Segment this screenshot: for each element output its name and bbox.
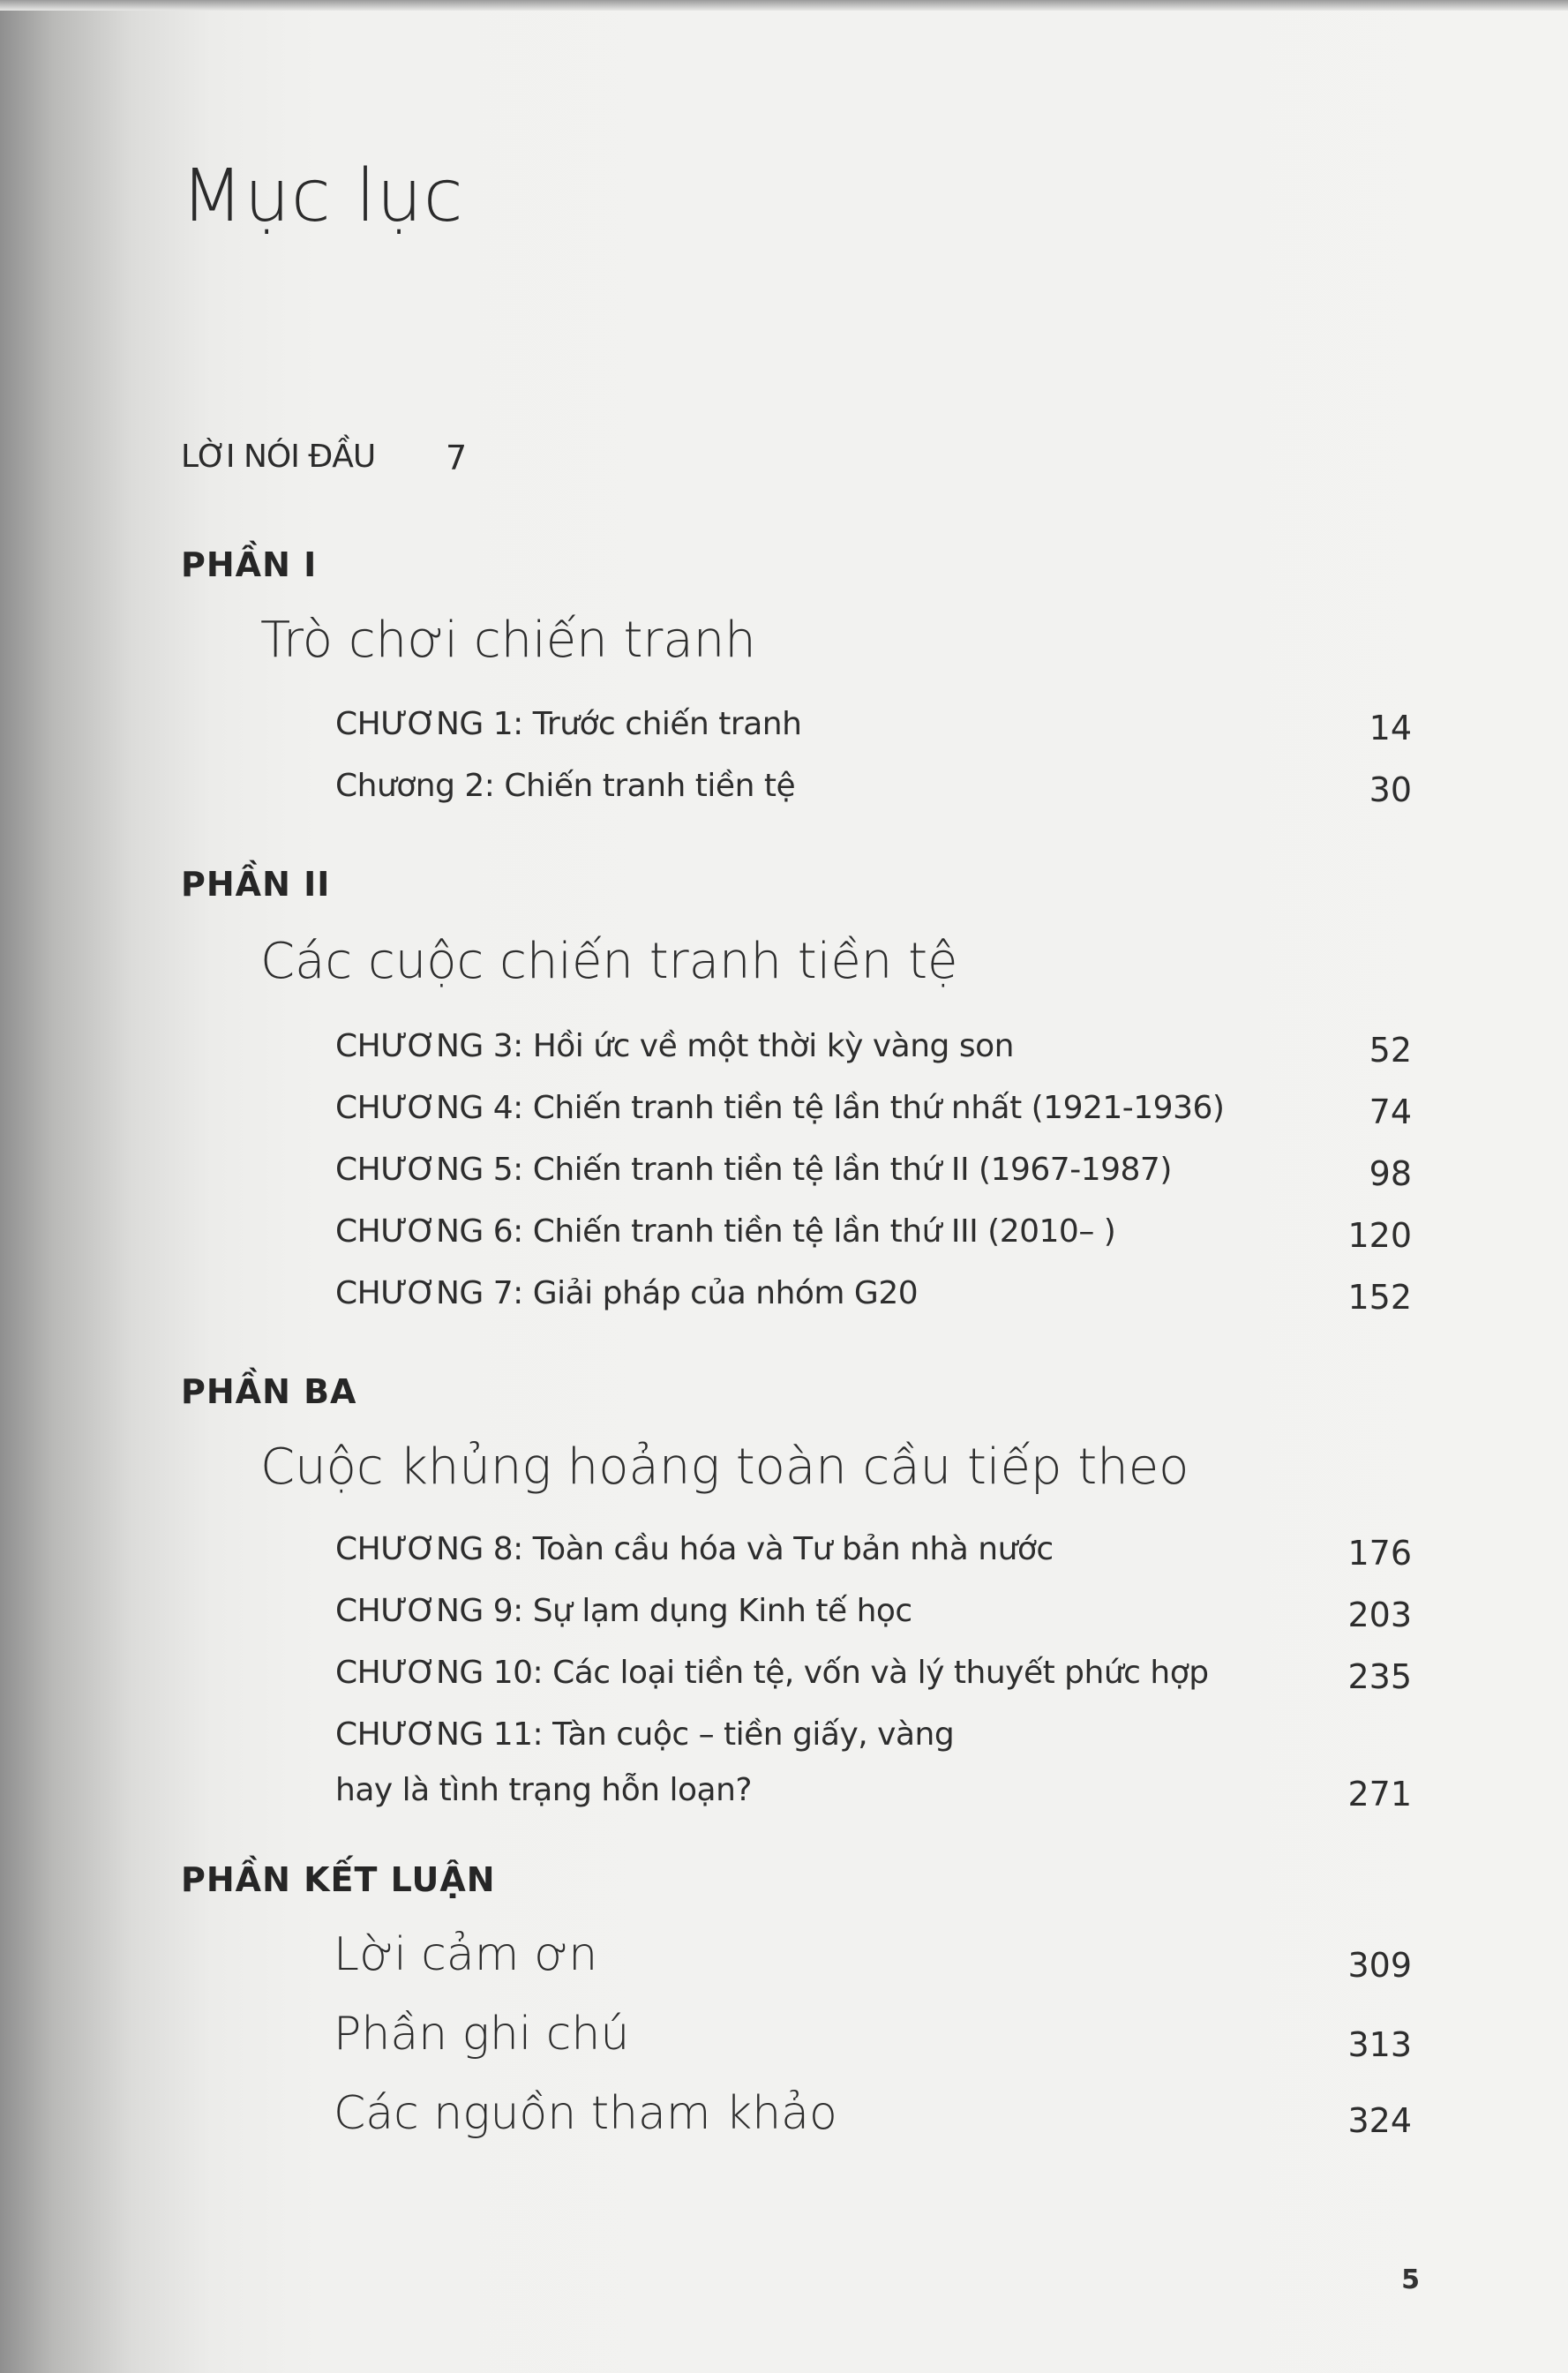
part-3-label: PHẦN BA [181, 1372, 357, 1411]
chapter-11-title-continued: hay là tình trạng hỗn loạn? [335, 1772, 753, 1808]
chapter-2-page: 30 [1369, 770, 1412, 809]
chapter-1-page: 14 [1369, 709, 1412, 747]
part-1-title: Trò chơi chiến tranh [260, 612, 756, 669]
chapter-7-page: 152 [1347, 1278, 1412, 1317]
chapter-9-page: 203 [1347, 1596, 1412, 1634]
references-title: Các nguồn tham khảo [334, 2087, 837, 2140]
chapter-8-title: CHƯƠNG 8: Toàn cầu hóa và Tư bản nhà nước [335, 1531, 1054, 1567]
preface-page-number: 7 [446, 439, 468, 477]
preface-label: LỜI NÓI ĐẦU [181, 439, 376, 475]
part-2-label: PHẦN II [181, 865, 331, 904]
acknowledgements-title: Lời cảm ơn [334, 1928, 598, 1981]
chapter-6-page: 120 [1347, 1216, 1412, 1255]
chapter-5-title: CHƯƠNG 5: Chiến tranh tiền tệ lần thứ II (1967-1987) [335, 1152, 1172, 1188]
chapter-2-title: Chương 2: Chiến tranh tiền tệ [335, 768, 796, 804]
page-title: Mục lục [181, 154, 464, 238]
chapter-9-title: CHƯƠNG 9: Sự lạm dụng Kinh tế học [335, 1593, 912, 1629]
chapter-5-page: 98 [1369, 1154, 1412, 1193]
chapter-3-page: 52 [1369, 1031, 1412, 1070]
references-page: 324 [1347, 2101, 1412, 2140]
chapter-11-page: 271 [1347, 1775, 1412, 1814]
chapter-11-title: CHƯƠNG 11: Tàn cuộc – tiền giấy, vàng [335, 1716, 955, 1753]
chapter-10-page: 235 [1347, 1657, 1412, 1696]
chapter-6-title: CHƯƠNG 6: Chiến tranh tiền tệ lần thứ III (2010– ) [335, 1213, 1116, 1250]
acknowledgements-page: 309 [1347, 1946, 1412, 1985]
page-top-edge [0, 0, 1568, 11]
notes-title: Phần ghi chú [334, 2008, 630, 2061]
notes-page: 313 [1347, 2025, 1412, 2064]
chapter-7-title: CHƯƠNG 7: Giải pháp của nhóm G20 [335, 1275, 919, 1311]
page-number: 5 [1401, 2264, 1420, 2295]
chapter-3-title: CHƯƠNG 3: Hồi ức về một thời kỳ vàng son [335, 1028, 1014, 1064]
part-1-label: PHẦN I [181, 545, 318, 584]
part-2-title: Các cuộc chiến tranh tiền tệ [260, 933, 958, 990]
chapter-4-page: 74 [1369, 1093, 1412, 1131]
part-3-title: Cuộc khủng hoảng toàn cầu tiếp theo [260, 1438, 1189, 1496]
chapter-1-title: CHƯƠNG 1: Trước chiến tranh [335, 706, 802, 742]
chapter-10-title: CHƯƠNG 10: Các loại tiền tệ, vốn và lý thuyết phức hợp [335, 1655, 1209, 1691]
chapter-4-title: CHƯƠNG 4: Chiến tranh tiền tệ lần thứ nhất (1921-1936) [335, 1090, 1225, 1126]
part-4-label: PHẦN KẾT LUẬN [181, 1860, 496, 1899]
chapter-8-page: 176 [1347, 1534, 1412, 1573]
